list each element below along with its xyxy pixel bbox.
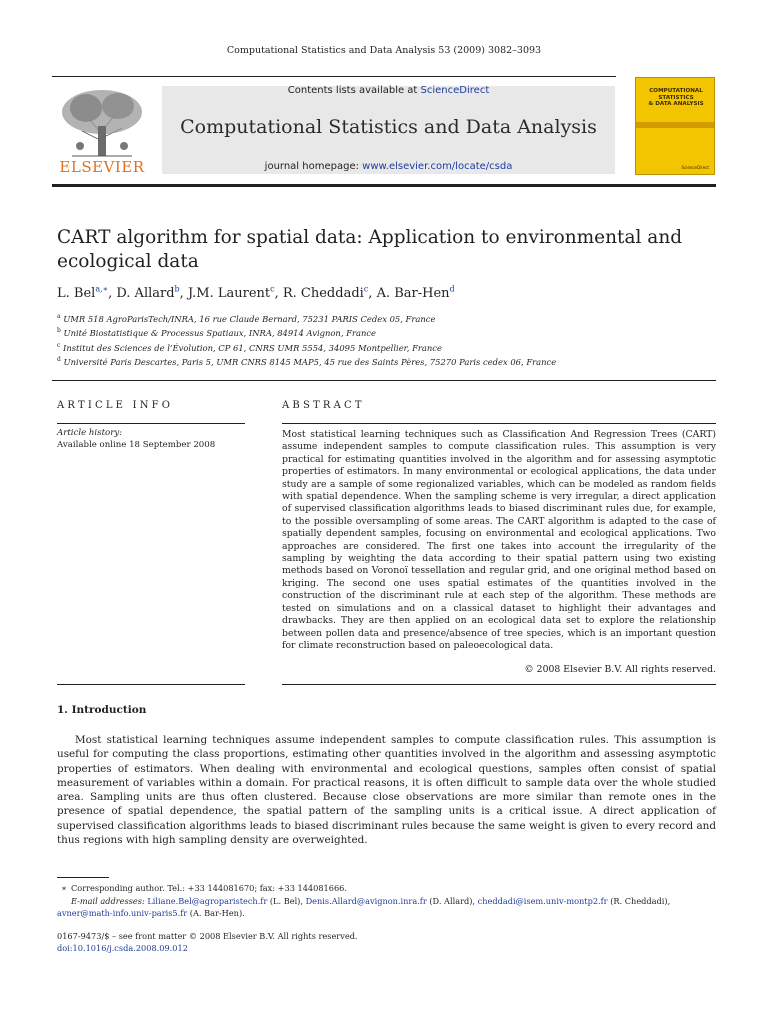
- paper-title: CART algorithm for spatial data: Application to environmental and ecological data: [57, 227, 683, 272]
- author: L. Bel$^{a,∗}$,: [57, 285, 117, 302]
- homepage-line: [162, 161, 615, 172]
- journal-cover: [635, 77, 715, 175]
- article-info-rule: [57, 423, 245, 424]
- history-value: Available online 18 September 2008: [57, 440, 216, 450]
- affiliation: $^c$ Institut des Sciences de l’Évolution, CP 61, CNRS UMR 5554, 34095 Montpellier, France: [57, 342, 442, 353]
- footnote-star: ∗: [61, 883, 67, 893]
- running-head: Computational Statistics and Data Analysis 53 (2009) 3082–3093: [226, 45, 542, 56]
- abstract-heading: ABSTRACT: [282, 400, 365, 411]
- author: R. Cheddadi$^c$,: [282, 285, 377, 302]
- affiliation: $^d$ Université Paris Descartes, Paris 5, UMR CNRS 8145 MAP5, 45 rue des Saints Pères, 75270 Paris cedex 06, France: [57, 356, 557, 367]
- sciencedirect-link[interactable]: ScienceDirect: [420, 85, 490, 96]
- elsevier-logo: [52, 86, 152, 176]
- affiliation: $^a$ UMR 518 AgroParisTech/INRA, 16 rue Claude Bernard, 75231 PARIS Cedex 05, France: [57, 313, 436, 324]
- footnote-rule: [57, 877, 109, 878]
- front-matter: 0167-9473/$ – see front matter © 2008 Elsevier B.V. All rights reserved.: [57, 931, 358, 941]
- cover-line1: COMPUTATIONAL: [649, 88, 703, 94]
- email-link[interactable]: Liliane.Bel@agroparistech.fr: [147, 896, 268, 906]
- cover-publisher: ScienceDirect: [681, 165, 709, 170]
- email-link[interactable]: Denis.Allard@avignon.inra.fr: [305, 896, 427, 906]
- author: D. Allard$^b$,: [116, 285, 188, 302]
- abstract-rule-bottom: [282, 684, 716, 685]
- author-affiliation-mark[interactable]: a,∗: [95, 285, 109, 294]
- author-affiliation-mark[interactable]: d: [449, 285, 455, 294]
- cover-title: [642, 88, 710, 108]
- abstract-copyright: © 2008 Elsevier B.V. All rights reserved.: [524, 664, 716, 675]
- author: A. Bar-Hen$^d$: [376, 285, 455, 302]
- author-affiliation-mark[interactable]: c: [270, 285, 275, 294]
- elsevier-tree-icon: [52, 86, 152, 158]
- corresponding-footnote: [57, 882, 716, 895]
- journal-title: Computational Statistics and Data Analysis: [180, 116, 597, 138]
- email-footnote-cont: avner@math-info.univ-paris5.fr (A. Bar-Hen).: [57, 908, 245, 918]
- email-link[interactable]: avner@math-info.univ-paris5.fr: [57, 908, 188, 918]
- author: J.M. Laurent$^c$,: [187, 285, 283, 302]
- cover-band: [636, 122, 714, 128]
- author-affiliation-mark[interactable]: c: [363, 285, 369, 294]
- introduction-heading: 1. Introduction: [57, 704, 147, 716]
- email-footnote: E-mail addresses: Liliane.Bel@agroparistech.fr (L. Bel), Denis.Allard@avignon.inra.fr (D. Allard), cheddadi@isem.univ-montp2.fr (R. Cheddadi),: [71, 896, 671, 906]
- contents-line: [162, 85, 615, 96]
- cover-line2: STATISTICS: [658, 94, 694, 101]
- email-link[interactable]: cheddadi@isem.univ-montp2.fr: [477, 896, 608, 906]
- affiliation: $^b$ Unité Biostatistique & Processus Spatiaux, INRA, 84914 Avignon, France: [57, 327, 376, 338]
- elsevier-wordmark: ELSEVIER: [59, 158, 145, 176]
- header-rule-top: [52, 76, 616, 77]
- cover-line3: & DATA ANALYSIS: [648, 101, 704, 107]
- corresponding-text: Corresponding author. Tel.: +33 144081670; fax: +33 144081666.: [71, 883, 347, 893]
- homepage-prefix: journal homepage:: [264, 161, 363, 172]
- history-label: Article history:: [57, 428, 123, 438]
- introduction-text: Most statistical learning techniques assume independent samples to compute classification rules. This assumption is useful for computing the class proportions, estimating other quantities involved in the algorithm and assessing asymptotic properties of estimators. When dealing with environmental and ecological questions, samples often consist of spatial measurement of variables within a domain. For practical reasons, it is often difficult to sample data over the whole studied area. Sampling units are thus often clustered. Because close observations are more similar than remote ones in the presence of spatial dependence, the spatial pattern of the sampling units is a critical issue. A direct application of supervised classification algorithms leads to biased discriminant rules because the same weight is given to every record and thus regions with high sampling density are overweighted.: [57, 734, 716, 847]
- doi-link[interactable]: doi:10.1016/j.csda.2008.09.012: [57, 943, 188, 953]
- abstract-rule: [282, 423, 716, 424]
- homepage-link[interactable]: www.elsevier.com/locate/csda: [362, 161, 513, 172]
- section-rule: [52, 380, 716, 381]
- article-info-heading: ARTICLE INFO: [57, 400, 174, 411]
- abstract-text: Most statistical learning techniques such as Classification And Regression Trees (CART) assume independent samples to compute classification rules. This assumption is very practical for estimating quantities involved in the algorithm and for assessing asymptotic properties of estimators. In many environmental or ecological applications, the data under study are a sample of some regionalized variables, which can be modeled as random fields with spatial dependence. When the sampling scheme is very irregular, a direct application of supervised classification algorithms leads to biased discriminant rules due, for example, to the possible oversampling of some areas. The CART algorithm is adapted to the case of spatially dependent samples, focusing on environmental and ecological applications. Two approaches are considered. The first one takes into account the irregularity of the sampling by weighting the data according to their spatial pattern using two existing methods based on Voronoï tessellation and regular grid, and one original method based on kriging. The second one uses spatial estimates of the quantities involved in the construction of the discriminant rule at each step of the algorithm. These methods are tested on simulations and on a classical dataset to highlight their advantages and drawbacks. They are then applied on an ecological data set to explore the relationship between pollen data and presence/absence of tree species, which is an important question for climate reconstruction based on paleoecological data.: [282, 429, 716, 651]
- header-rule-thick: [52, 184, 716, 187]
- email-label: E-mail addresses:: [71, 896, 145, 906]
- author-affiliation-mark[interactable]: b: [174, 285, 180, 294]
- author-list: [57, 285, 717, 301]
- contents-prefix: Contents lists available at: [287, 85, 421, 96]
- article-info-rule-bottom: [57, 684, 245, 685]
